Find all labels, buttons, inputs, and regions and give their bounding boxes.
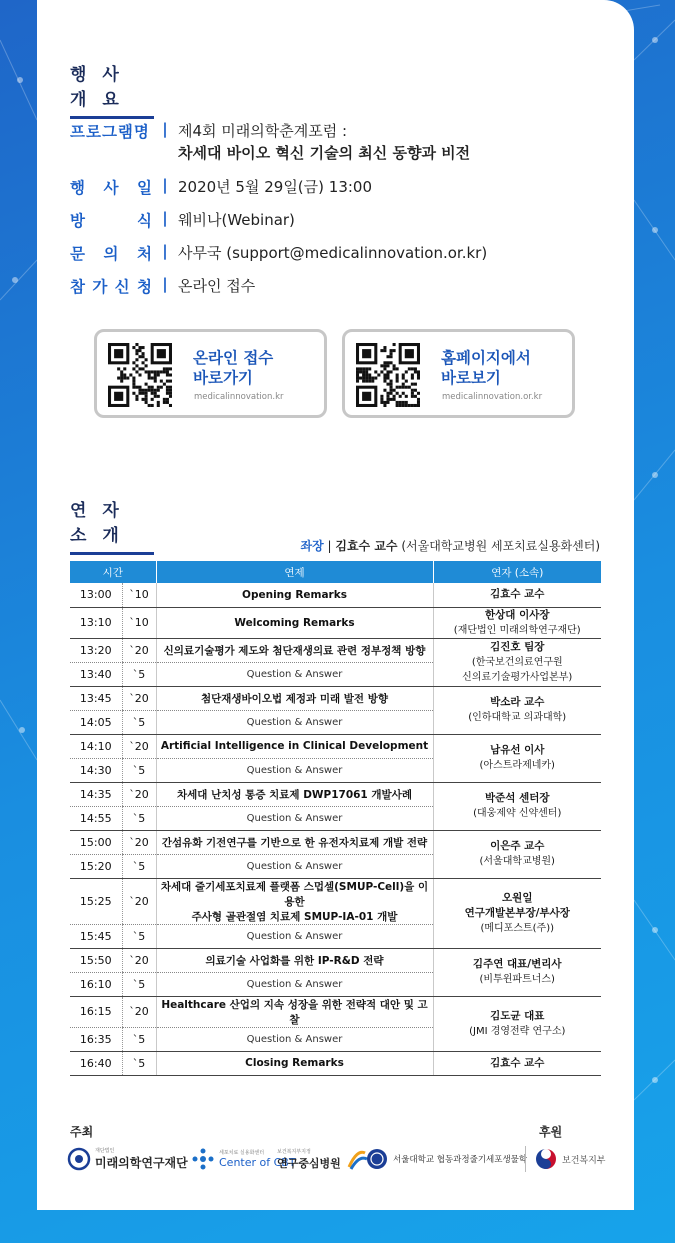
snu-logo-text: 서울대학교 협동과정줄기세포생물학 [393, 1155, 528, 1165]
speaker-name: 김효수 교수 [490, 1056, 545, 1069]
speaker-name: 오원일 [502, 891, 533, 904]
session-topic-line2: 주사형 골관절염 치료제 SMUP-IA-01 개발 [191, 910, 398, 923]
qa-label: Question & Answer [156, 662, 433, 686]
session-duration: `10 [122, 583, 156, 607]
mohw-logo [525, 1146, 605, 1172]
session-topic [156, 583, 433, 607]
qa-time: 16:10 [70, 972, 122, 996]
session-time: 15:50 [70, 948, 122, 972]
session-duration: `5 [122, 1051, 156, 1075]
session-topic [156, 830, 433, 854]
session-topic-line1: 간섬유화 기전연구를 기반으로 한 유전자치료제 개발 전략 [161, 836, 428, 849]
speaker-name: 한상대 이사장 [484, 608, 550, 621]
session-topic [156, 686, 433, 710]
qa-duration: `5 [122, 924, 156, 948]
qr-homepage-link[interactable] [342, 329, 575, 418]
speaker-name: 남유선 이사 [490, 744, 545, 756]
program-line1: 제4회 미래의학춘계포럼 : [178, 122, 348, 140]
session-duration: `20 [122, 686, 156, 710]
table-row [70, 583, 601, 607]
speaker-title: 연구개발본부장/부사장 [464, 906, 570, 919]
speaker-name: 이은주 교수 [490, 840, 545, 852]
info-row-register [70, 275, 255, 297]
session-speaker [433, 607, 601, 638]
session-topic [156, 607, 433, 638]
qa-duration: `5 [122, 1027, 156, 1051]
qa-duration: `5 [122, 662, 156, 686]
speaker-name: 김도균 대표 [490, 1009, 545, 1022]
session-time: 13:10 [70, 607, 122, 638]
table-row [70, 782, 601, 806]
session-topic-line1: Welcoming Remarks [234, 616, 355, 629]
info-row-method [70, 209, 295, 231]
speaker-name: 박소라 교수 [490, 696, 545, 708]
speaker-org: (인하대학교 의과대학) [468, 712, 567, 723]
session-topic [156, 948, 433, 972]
chair-info [300, 537, 600, 554]
qa-duration: `5 [122, 710, 156, 734]
qr-register-line2: 바로가기 [193, 369, 253, 387]
session-duration: `20 [122, 878, 156, 924]
qa-label: Question & Answer [156, 710, 433, 734]
speaker-org: (대웅제약 신약센터) [473, 808, 562, 819]
speaker-org: (한국보건의료연구원 [471, 656, 563, 668]
qa-time: 14:30 [70, 758, 122, 782]
qa-duration: `5 [122, 806, 156, 830]
snu-seal-icon [365, 1147, 389, 1171]
qa-label: Question & Answer [156, 924, 433, 948]
session-topic-line1: Artificial Intelligence in Clinical Development [160, 740, 429, 752]
qr-register-line1: 온라인 접수 [193, 349, 274, 367]
foundation-logo-text: 미래의학연구재단 [95, 1156, 188, 1170]
table-row [70, 607, 601, 638]
speakers-title: 연 자 소 개 [70, 496, 154, 555]
session-speaker [433, 782, 601, 830]
qr-register-url: medicalinnovation.kr [194, 392, 284, 402]
info-row-program [70, 120, 470, 164]
qa-time: 14:55 [70, 806, 122, 830]
speaker-org-line2: 신의료기술평가사업본부) [462, 671, 573, 683]
session-speaker [433, 830, 601, 878]
hospital-logo-sub: 보건복지부지정 [277, 1148, 311, 1155]
session-speaker [433, 878, 601, 948]
chair-name: 김효수 교수 [335, 539, 398, 553]
qa-label: Question & Answer [156, 758, 433, 782]
table-header-row [70, 561, 601, 583]
session-speaker [433, 638, 601, 686]
session-time: 14:35 [70, 782, 122, 806]
session-duration: `10 [122, 607, 156, 638]
info-separator: | [162, 176, 168, 194]
session-duration: `20 [122, 638, 156, 662]
qa-label: Question & Answer [156, 806, 433, 830]
session-duration: `20 [122, 782, 156, 806]
qa-time: 14:05 [70, 710, 122, 734]
qr-code-icon [108, 343, 172, 407]
chair-label: 좌장 [300, 539, 324, 553]
table-row [70, 878, 601, 924]
info-row-date [70, 176, 372, 198]
speaker-org: (서울대학교병원) [479, 856, 555, 867]
info-label-contact: 문 의 처 [70, 245, 152, 263]
session-topic-line1: 첨단재생바이오법 제정과 미래 발전 방향 [200, 692, 389, 705]
session-topic-line1: Closing Remarks [245, 1057, 344, 1069]
session-time: 16:15 [70, 996, 122, 1027]
session-speaker [433, 583, 601, 607]
info-separator: | [162, 120, 168, 138]
info-value-date: 2020년 5월 29일(금) 13:00 [178, 178, 373, 196]
foundation-logo-sub: 재단법인 [95, 1148, 115, 1154]
info-separator: | [162, 209, 168, 227]
session-time: 15:00 [70, 830, 122, 854]
speaker-name: 김진호 팀장 [490, 640, 545, 653]
chair-separator: | [327, 539, 332, 553]
hospital-logo [277, 1146, 373, 1172]
session-topic-line1: 의료기술 사업화를 위한 IP-R&D 전략 [205, 954, 384, 967]
info-label-program: 프로그램명 [70, 123, 150, 141]
qa-label: Question & Answer [156, 972, 433, 996]
info-row-contact [70, 242, 487, 264]
info-label-date: 행 사 일 [70, 179, 152, 197]
speaker-org: (메디포스트(주)) [480, 922, 555, 934]
mohw-logo-text: 보건복지부 [562, 1155, 606, 1166]
session-time: 15:25 [70, 878, 122, 924]
qa-time: 15:45 [70, 924, 122, 948]
schedule-table [70, 561, 601, 1076]
table-row [70, 734, 601, 758]
snu-logo [365, 1146, 527, 1172]
info-separator: | [162, 275, 168, 293]
session-topic [156, 638, 433, 662]
content-card [37, 0, 634, 1210]
qa-duration: `5 [122, 972, 156, 996]
session-time: 13:45 [70, 686, 122, 710]
foundation-logo [67, 1146, 188, 1172]
session-topic-line1: 차세대 줄기세포치료제 플랫폼 스멉셀(SMUP-Cell)을 이용한 [160, 880, 429, 908]
session-duration: `20 [122, 734, 156, 758]
hospital-logo-text: 연구중심병원 [277, 1156, 341, 1170]
qa-label: Question & Answer [156, 854, 433, 878]
table-row [70, 686, 601, 710]
table-row [70, 830, 601, 854]
speaker-org: (비투윈파트너스) [479, 974, 555, 985]
qa-time: 15:20 [70, 854, 122, 878]
session-topic-line1: Healthcare 산업의 지속 성장을 위한 전략적 대안 및 고찰 [161, 998, 428, 1026]
session-topic [156, 1051, 433, 1075]
session-time: 14:10 [70, 734, 122, 758]
qa-duration: `5 [122, 854, 156, 878]
info-value-register: 온라인 접수 [178, 277, 256, 295]
session-topic [156, 878, 433, 924]
speaker-org: (재단법인 미래의학연구재단) [453, 624, 581, 636]
session-speaker [433, 996, 601, 1051]
session-topic [156, 996, 433, 1027]
qr-homepage-line2: 바로보기 [441, 369, 501, 387]
cbt-logo-text: Center of CBT [219, 1156, 296, 1169]
chair-org: (서울대학교병원 세포치료실용화센터) [401, 539, 600, 553]
session-speaker [433, 686, 601, 734]
qa-label: Question & Answer [156, 1027, 433, 1051]
program-line2: 차세대 바이오 혁신 기술의 최신 동향과 비전 [178, 144, 471, 162]
session-duration: `20 [122, 996, 156, 1027]
session-topic-line1: 신의료기술평가 제도와 첨단재생의료 관련 정부정책 방향 [163, 644, 426, 657]
qr-homepage-url: medicalinnovation.or.kr [442, 392, 543, 402]
table-row [70, 638, 601, 662]
info-value-contact[interactable]: 사무국 (support@medicalinnovation.or.kr) [178, 244, 488, 262]
cbt-logo-icon [191, 1147, 215, 1171]
speaker-name: 박준석 센터장 [484, 792, 550, 804]
speaker-org: (JMI 경영전략 연구소) [469, 1025, 566, 1037]
qa-duration: `5 [122, 758, 156, 782]
info-label-register: 참 가 신 청 [70, 278, 152, 296]
speaker-name: 김주연 대표/변리사 [472, 958, 562, 970]
table-row [70, 996, 601, 1027]
session-topic-line1: Opening Remarks [242, 588, 347, 601]
qa-time: 13:40 [70, 662, 122, 686]
session-topic [156, 734, 433, 758]
sponsor-label: 후원 [539, 1125, 563, 1139]
qr-homepage-line1: 홈페이지에서 [441, 349, 531, 367]
info-label-method: 방 식 [70, 212, 152, 230]
qa-time: 16:35 [70, 1027, 122, 1051]
foundation-logo-icon [67, 1147, 91, 1171]
mohw-logo-icon [534, 1147, 558, 1171]
session-speaker [433, 948, 601, 996]
cbt-logo-sub: 세포치료 실용화센터 [219, 1150, 265, 1156]
session-topic [156, 782, 433, 806]
qr-register-link[interactable] [94, 329, 327, 418]
table-row [70, 948, 601, 972]
header-time: 시간 [70, 561, 156, 583]
session-speaker [433, 1051, 601, 1075]
info-value-method: 웨비나(Webinar) [178, 211, 295, 229]
session-topic-line1: 차세대 난치성 통증 치료제 DWP17061 개발사례 [177, 788, 412, 801]
table-row [70, 1051, 601, 1075]
session-time: 13:00 [70, 583, 122, 607]
speaker-org: (아스트라제네카) [479, 760, 555, 771]
session-speaker [433, 734, 601, 782]
session-time: 16:40 [70, 1051, 122, 1075]
host-label: 주최 [70, 1125, 94, 1139]
speaker-name: 김효수 교수 [490, 588, 545, 601]
session-duration: `20 [122, 830, 156, 854]
session-duration: `20 [122, 948, 156, 972]
header-topic: 연제 [156, 561, 433, 583]
overview-title: 행 사 개 요 [70, 60, 154, 119]
qr-code-icon [356, 343, 420, 407]
info-separator: | [162, 242, 168, 260]
session-time: 13:20 [70, 638, 122, 662]
header-speaker: 연자 (소속) [433, 561, 601, 583]
